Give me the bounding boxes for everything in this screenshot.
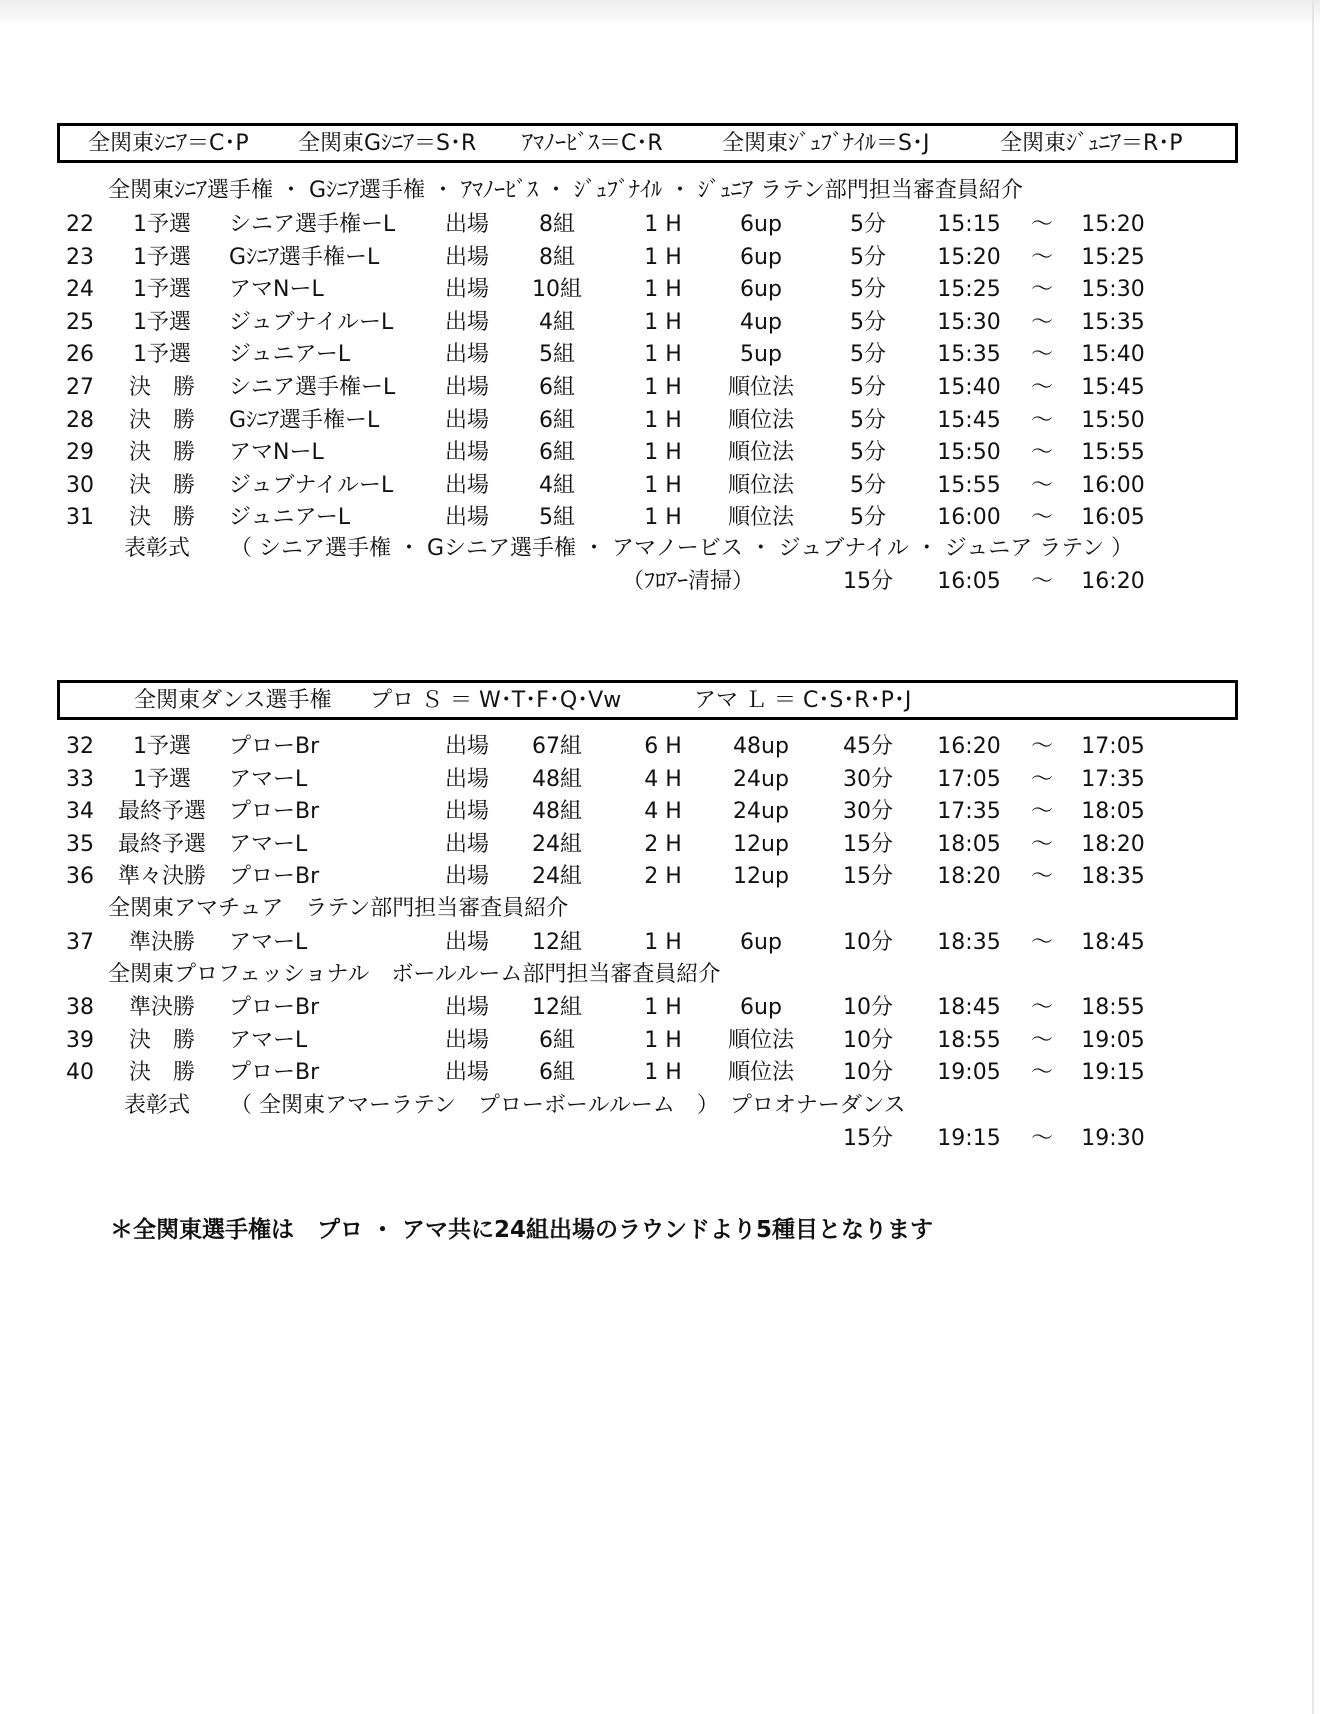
cell-dur: 30分	[843, 766, 893, 792]
cell-event: アマNーL	[229, 440, 324, 466]
cell-end: 15:20	[1081, 212, 1145, 237]
cell-groups: 6組	[539, 440, 575, 466]
award-duration: 15分	[843, 1126, 893, 1151]
cell-up: 6up	[740, 244, 782, 270]
cell-dur: 5分	[850, 244, 886, 270]
cell-end: 15:40	[1081, 342, 1145, 368]
cell-dur: 5分	[850, 407, 886, 433]
cell-dur: 5分	[850, 342, 886, 368]
cell-heats: 1 H	[644, 1027, 682, 1053]
cell-round: 決 勝	[128, 375, 196, 400]
cell-up: 順位法	[727, 1060, 795, 1086]
cell-status: 出場	[444, 472, 490, 498]
cell-heats: 1 H	[644, 407, 682, 433]
cell-status: 出場	[444, 505, 490, 531]
cell-end: 15:25	[1081, 244, 1145, 270]
cell-heats: 1 H	[644, 277, 682, 303]
award-end: 19:30	[1081, 1126, 1145, 1151]
cell-no: 34	[66, 799, 94, 825]
cell-sep: ～	[1030, 799, 1054, 825]
cell-status: 出場	[444, 864, 490, 890]
cell-heats: 2 H	[644, 831, 682, 857]
cell-no: 33	[66, 766, 94, 792]
cell-start: 18:55	[937, 1027, 1001, 1053]
cell-groups: 12組	[532, 930, 582, 955]
cell-dur: 10分	[843, 930, 893, 955]
pro-legend: プロ Ｓ ＝ W･T･F･Q･Vw	[370, 688, 622, 713]
cell-groups: 8組	[539, 244, 575, 270]
cell-event: プローBr	[229, 799, 320, 825]
cell-groups: 6組	[539, 1060, 575, 1086]
cell-no: 31	[66, 505, 94, 531]
cell-up: 順位法	[727, 1027, 795, 1053]
cell-heats: 1 H	[644, 472, 682, 498]
cell-heats: 1 H	[644, 309, 682, 335]
cell-sep: ～	[1030, 831, 1054, 857]
cell-end: 18:35	[1081, 864, 1145, 890]
cell-start: 15:35	[937, 342, 1001, 368]
cell-heats: 1 H	[644, 244, 682, 270]
cell-sep: ～	[1030, 734, 1054, 759]
cell-up: 6up	[740, 212, 782, 237]
cell-dur: 5分	[850, 505, 886, 531]
cell-round: 決 勝	[128, 1060, 196, 1086]
cell-start: 15:40	[937, 375, 1001, 400]
cell-groups: 4組	[539, 309, 575, 335]
cell-sep: ～	[1030, 864, 1054, 890]
cell-event: アマーL	[229, 831, 308, 857]
cell-no: 26	[66, 342, 94, 368]
cell-up: 5up	[740, 342, 782, 368]
cell-status: 出場	[444, 342, 490, 368]
cell-status: 出場	[444, 375, 490, 400]
cell-dur: 10分	[843, 995, 893, 1020]
cell-status: 出場	[444, 407, 490, 433]
cell-up: 6up	[740, 277, 782, 303]
cleaning-sep: ～	[1030, 569, 1054, 594]
cell-sep: ～	[1030, 440, 1054, 466]
cell-round: 1予選	[133, 244, 191, 270]
cell-sep: ～	[1030, 375, 1054, 400]
cell-groups: 5組	[539, 505, 575, 531]
cell-sep: ～	[1030, 309, 1054, 335]
cell-dur: 15分	[843, 864, 893, 890]
cell-status: 出場	[444, 831, 490, 857]
cell-round: 1予選	[133, 734, 191, 759]
cell-groups: 48組	[532, 799, 582, 825]
cell-dur: 5分	[850, 212, 886, 237]
cell-start: 15:55	[937, 472, 1001, 498]
cell-start: 15:15	[937, 212, 1001, 237]
cell-event: プローBr	[229, 734, 320, 759]
cell-dur: 5分	[850, 277, 886, 303]
cell-groups: 4組	[539, 472, 575, 498]
cell-no: 37	[66, 930, 94, 955]
cell-round: 最終予選	[117, 799, 207, 825]
cell-start: 16:00	[937, 505, 1001, 531]
cell-groups: 67組	[532, 734, 582, 759]
cell-round: 準決勝	[128, 930, 196, 955]
cell-end: 18:45	[1081, 930, 1145, 955]
section-title: 全関東ダンス選手権	[134, 688, 332, 713]
cell-groups: 10組	[532, 277, 582, 303]
cell-status: 出場	[444, 734, 490, 759]
cell-round: 決 勝	[128, 1027, 196, 1053]
cell-heats: 1 H	[644, 375, 682, 400]
legend-item: 全関東ｼﾆｱ＝C･P	[88, 131, 249, 156]
cell-start: 16:20	[937, 734, 1001, 759]
cell-no: 39	[66, 1027, 94, 1053]
cell-end: 16:00	[1081, 472, 1145, 498]
cell-sep: ～	[1030, 1060, 1054, 1086]
cell-groups: 8組	[539, 212, 575, 237]
cell-status: 出場	[444, 930, 490, 955]
cell-start: 19:05	[937, 1060, 1001, 1086]
cell-heats: 1 H	[644, 212, 682, 237]
cell-groups: 24組	[532, 864, 582, 890]
cell-sep: ～	[1030, 212, 1054, 237]
cell-heats: 1 H	[644, 342, 682, 368]
cleaning-end: 16:20	[1081, 569, 1145, 594]
cell-event: ジュブナイルーL	[229, 309, 394, 335]
cell-groups: 48組	[532, 766, 582, 792]
cell-dur: 5分	[850, 309, 886, 335]
top-shadow	[0, 0, 1320, 26]
cell-round: 1予選	[133, 212, 191, 237]
cell-groups: 6組	[539, 407, 575, 433]
cell-sep: ～	[1030, 930, 1054, 955]
cell-dur: 5分	[850, 440, 886, 466]
cell-heats: 2 H	[644, 864, 682, 890]
cell-end: 18:20	[1081, 831, 1145, 857]
cell-dur: 15分	[843, 831, 893, 857]
cell-no: 27	[66, 375, 94, 400]
cell-groups: 6組	[539, 375, 575, 400]
award-label-1: 表彰式	[124, 536, 191, 561]
award-label-2: 表彰式	[124, 1093, 191, 1118]
cell-round: 1予選	[133, 309, 191, 335]
cell-sep: ～	[1030, 1027, 1054, 1053]
cell-status: 出場	[444, 766, 490, 792]
cell-status: 出場	[444, 277, 490, 303]
cell-heats: 4 H	[644, 766, 682, 792]
footnote: ＊全関東選手権は プロ ・ アマ共に24組出場のラウンドより5種目となります	[110, 1217, 934, 1243]
cell-up: 4up	[740, 309, 782, 335]
award-text-2: （ 全関東アマーラテン プローボールルーム ） プロオナーダンス	[230, 1093, 906, 1118]
cell-event: ジュニアーL	[229, 342, 351, 368]
cell-groups: 12組	[532, 995, 582, 1020]
cell-sep: ～	[1030, 472, 1054, 498]
cell-no: 40	[66, 1060, 94, 1086]
legend-item: ｱﾏﾉｰﾋﾞｽ＝C･R	[522, 131, 663, 156]
cell-sep: ～	[1030, 407, 1054, 433]
cell-end: 19:05	[1081, 1027, 1145, 1053]
cell-up: 24up	[733, 766, 789, 792]
cell-start: 18:20	[937, 864, 1001, 890]
cell-no: 35	[66, 831, 94, 857]
award-sep: ～	[1030, 1126, 1054, 1151]
cell-status: 出場	[444, 995, 490, 1020]
legend-item: 全関東ｼﾞｭﾌﾞﾅｲﾙ＝S･J	[722, 131, 930, 156]
cell-status: 出場	[444, 799, 490, 825]
cell-heats: 1 H	[644, 505, 682, 531]
cell-no: 38	[66, 995, 94, 1020]
cell-up: 12up	[733, 831, 789, 857]
cell-event: シニア選手権ーL	[229, 375, 396, 400]
cell-start: 15:50	[937, 440, 1001, 466]
cell-heats: 1 H	[644, 930, 682, 955]
cell-round: 1予選	[133, 277, 191, 303]
cell-start: 15:20	[937, 244, 1001, 270]
cell-sep: ～	[1030, 995, 1054, 1020]
cell-end: 15:55	[1081, 440, 1145, 466]
cell-up: 順位法	[727, 375, 795, 400]
cell-groups: 5組	[539, 342, 575, 368]
cell-no: 29	[66, 440, 94, 466]
cell-end: 15:45	[1081, 375, 1145, 400]
cell-round: 決 勝	[128, 440, 196, 466]
cell-heats: 1 H	[644, 440, 682, 466]
judges-intro-amateur: 全関東アマチュア ラテン部門担当審査員紹介	[108, 896, 569, 921]
cleaning-label: （ﾌﾛｱｰ清掃）	[621, 569, 755, 594]
cell-dur: 10分	[843, 1027, 893, 1053]
cell-sep: ～	[1030, 505, 1054, 531]
cell-no: 32	[66, 734, 94, 759]
cell-dur: 45分	[843, 734, 893, 759]
cell-start: 17:05	[937, 766, 1001, 792]
cell-up: 順位法	[727, 407, 795, 433]
cell-end: 18:05	[1081, 799, 1145, 825]
cell-event: アマーL	[229, 766, 308, 792]
cell-round: 決 勝	[128, 407, 196, 433]
cell-heats: 4 H	[644, 799, 682, 825]
cell-up: 6up	[740, 995, 782, 1020]
cell-heats: 6 H	[644, 734, 682, 759]
cell-round: 1予選	[133, 342, 191, 368]
cell-heats: 1 H	[644, 995, 682, 1020]
cell-event: ジュニアーL	[229, 505, 351, 531]
cell-status: 出場	[444, 440, 490, 466]
cleaning-start: 16:05	[937, 569, 1001, 594]
cell-end: 15:50	[1081, 407, 1145, 433]
cell-groups: 6組	[539, 1027, 575, 1053]
legend-item: 全関東ｼﾞｭﾆｱ＝R･P	[1000, 131, 1183, 156]
cell-no: 25	[66, 309, 94, 335]
cell-event: プローBr	[229, 864, 320, 890]
cleaning-duration: 15分	[843, 569, 893, 594]
cell-dur: 30分	[843, 799, 893, 825]
cell-up: 24up	[733, 799, 789, 825]
judges-intro-1: 全関東ｼﾆｱ選手権 ・ Gｼﾆｱ選手権 ・ ｱﾏﾉｰﾋﾞｽ ・ ｼﾞｭﾌﾞﾅｲﾙ ・ ｼﾞｭﾆｱ ラテン部門担当審査員紹介	[108, 178, 1023, 203]
cell-status: 出場	[444, 309, 490, 335]
cell-sep: ～	[1030, 342, 1054, 368]
cell-event: アマーL	[229, 1027, 308, 1053]
award-text-1: （ シニア選手権 ・ Gシニア選手権 ・ アマノービス ・ ジュブナイル ・ ジュニア ラテン ）	[230, 536, 1134, 561]
cell-event: Gｼﾆｱ選手権ーL	[229, 244, 380, 270]
cell-heats: 1 H	[644, 1060, 682, 1086]
cell-up: 順位法	[727, 505, 795, 531]
cell-sep: ～	[1030, 277, 1054, 303]
cell-up: 6up	[740, 930, 782, 955]
cell-event: アマーL	[229, 930, 308, 955]
cell-status: 出場	[444, 244, 490, 270]
cell-start: 15:25	[937, 277, 1001, 303]
cell-end: 16:05	[1081, 505, 1145, 531]
cell-dur: 5分	[850, 375, 886, 400]
cell-status: 出場	[444, 1060, 490, 1086]
cell-end: 17:35	[1081, 766, 1145, 792]
cell-round: 準々決勝	[117, 864, 207, 890]
cell-dur: 10分	[843, 1060, 893, 1086]
cell-round: 決 勝	[128, 472, 196, 498]
cell-event: ジュブナイルーL	[229, 472, 394, 498]
page-edge	[1312, 0, 1314, 1714]
cell-up: 順位法	[727, 440, 795, 466]
ama-legend: アマ Ｌ ＝ C･S･R･P･J	[694, 688, 912, 713]
cell-event: プローBr	[229, 1060, 320, 1086]
cell-start: 17:35	[937, 799, 1001, 825]
cell-start: 18:45	[937, 995, 1001, 1020]
cell-status: 出場	[444, 212, 490, 237]
cell-event: プローBr	[229, 995, 320, 1020]
cell-end: 17:05	[1081, 734, 1145, 759]
cell-status: 出場	[444, 1027, 490, 1053]
cell-no: 30	[66, 472, 94, 498]
cell-end: 15:35	[1081, 309, 1145, 335]
cell-event: アマNーL	[229, 277, 324, 303]
cell-round: 1予選	[133, 766, 191, 792]
cell-up: 順位法	[727, 472, 795, 498]
cell-event: Gｼﾆｱ選手権ーL	[229, 407, 380, 433]
cell-no: 28	[66, 407, 94, 433]
cell-round: 決 勝	[128, 505, 196, 531]
cell-no: 36	[66, 864, 94, 890]
cell-dur: 5分	[850, 472, 886, 498]
cell-sep: ～	[1030, 244, 1054, 270]
cell-start: 15:30	[937, 309, 1001, 335]
cell-groups: 24組	[532, 831, 582, 857]
cell-no: 23	[66, 244, 94, 270]
cell-up: 48up	[733, 734, 789, 759]
cell-start: 18:35	[937, 930, 1001, 955]
cell-end: 15:30	[1081, 277, 1145, 303]
cell-round: 準決勝	[128, 995, 196, 1020]
cell-event: シニア選手権ーL	[229, 212, 396, 237]
cell-sep: ～	[1030, 766, 1054, 792]
cell-end: 18:55	[1081, 995, 1145, 1020]
cell-no: 22	[66, 212, 94, 237]
judges-intro-pro: 全関東プロフェッショナル ボールルーム部門担当審査員紹介	[108, 962, 721, 987]
cell-no: 24	[66, 277, 94, 303]
cell-start: 15:45	[937, 407, 1001, 433]
cell-round: 最終予選	[117, 831, 207, 857]
cell-up: 12up	[733, 864, 789, 890]
legend-item: 全関東Gｼﾆｱ＝S･R	[298, 131, 477, 156]
award-start: 19:15	[937, 1126, 1001, 1151]
cell-end: 19:15	[1081, 1060, 1145, 1086]
cell-start: 18:05	[937, 831, 1001, 857]
